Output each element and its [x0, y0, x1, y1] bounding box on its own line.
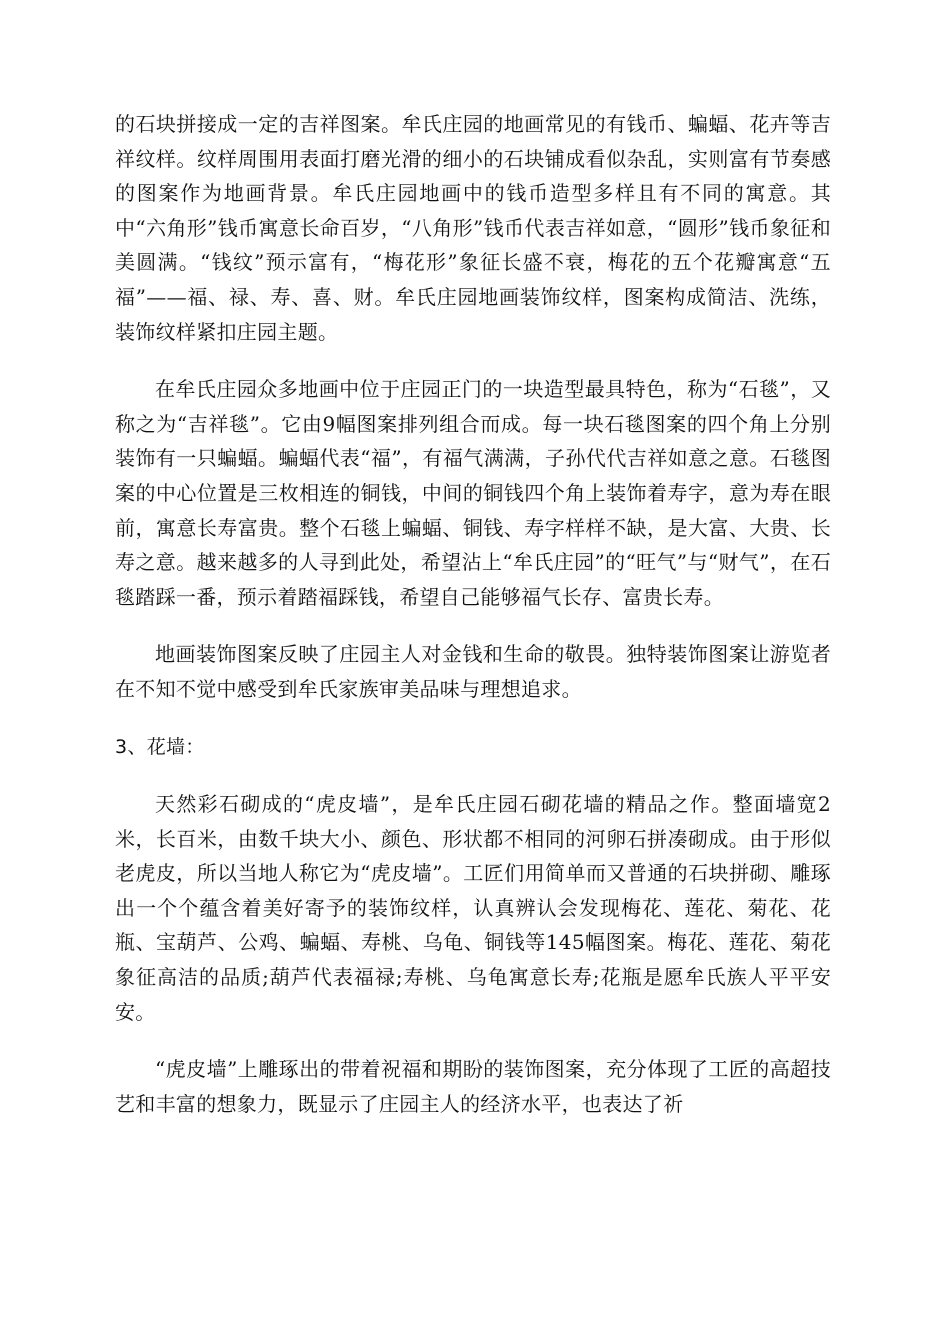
- paragraph-tiger-skin-wall: 天然彩石砌成的“虎皮墙”，是牟氏庄园石砌花墙的精品之作。整面墙宽2米，长百米，由数千块大小、颜色、形状都不相同的河卵石拼凑砌成。由于形似老虎皮，所以当地人称它为“虎皮墙”。工匠们用简单而又普通的石块拼砌、雕琢出一个个蕴含着美好寄予的装饰纹样，认真辨认会发现梅花、莲花、菊花、花瓶、宝葫芦、公鸡、蝙蝠、寿桃、乌龟、铜钱等145幅图案。梅花、莲花、菊花象征高洁的品质;葫芦代表福禄;寿桃、乌龟寓意长寿;花瓶是愿牟氏族人平平安安。: [115, 792, 831, 1024]
- section-heading-flower-wall: 3、花墙：: [115, 735, 205, 758]
- paragraph-stone-carpet: 在牟氏庄园众多地画中位于庄园正门的一块造型最具特色，称为“石毯”，又称之为“吉祥毯”。它由9幅图案排列组合而成。每一块石毯图案的四个角上分别装饰有一只蝙蝠。蝙蝠代表“福”，有福气满满，子孙代代吉祥如意之意。石毯图案的中心位置是三枚相连的铜钱，中间的铜钱四个角上装饰着寿字，意为寿在眼前，寓意长寿富贵。整个石毯上蝙蝠、铜钱、寿字样样不缺，是大富、大贵、长寿之意。越来越多的人寻到此处，希望沾上“牟氏庄园”的“旺气”与“财气”，在石毯踏踩一番，预示着踏福踩钱，希望自己能够福气长存、富贵长寿。: [115, 377, 831, 609]
- document-page: [115, 107, 831, 1144]
- paragraph-ground-painting-patterns: 的石块拼接成一定的吉祥图案。牟氏庄园的地画常见的有钱币、蝙蝠、花卉等吉祥纹样。纹样周围用表面打磨光滑的细小的石块铺成看似杂乱，实则富有节奏感的图案作为地画背景。牟氏庄园地画中的钱币造型多样且有不同的寓意。其中“六角形”钱币寓意长命百岁，“八角形”钱币代表吉祥如意，“圆形”钱币象征和美圆满。“钱纹”预示富有，“梅花形”象征长盛不衰，梅花的五个花瓣寓意“五福”——福、禄、寿、喜、财。牟氏庄园地画装饰纹样，图案构成简洁、洗练，装饰纹样紧扣庄园主题。: [115, 112, 831, 344]
- paragraph-ground-painting-summary: 地画装饰图案反映了庄园主人对金钱和生命的敬畏。独特装饰图案让游览者在不知不觉中感受到牟氏家族审美品味与理想追求。: [115, 642, 831, 701]
- paragraph-tiger-skin-wall-meaning: “虎皮墙”上雕琢出的带着祝福和期盼的装饰图案，充分体现了工匠的高超技艺和丰富的想象力，既显示了庄园主人的经济水平，也表达了祈: [115, 1057, 831, 1116]
